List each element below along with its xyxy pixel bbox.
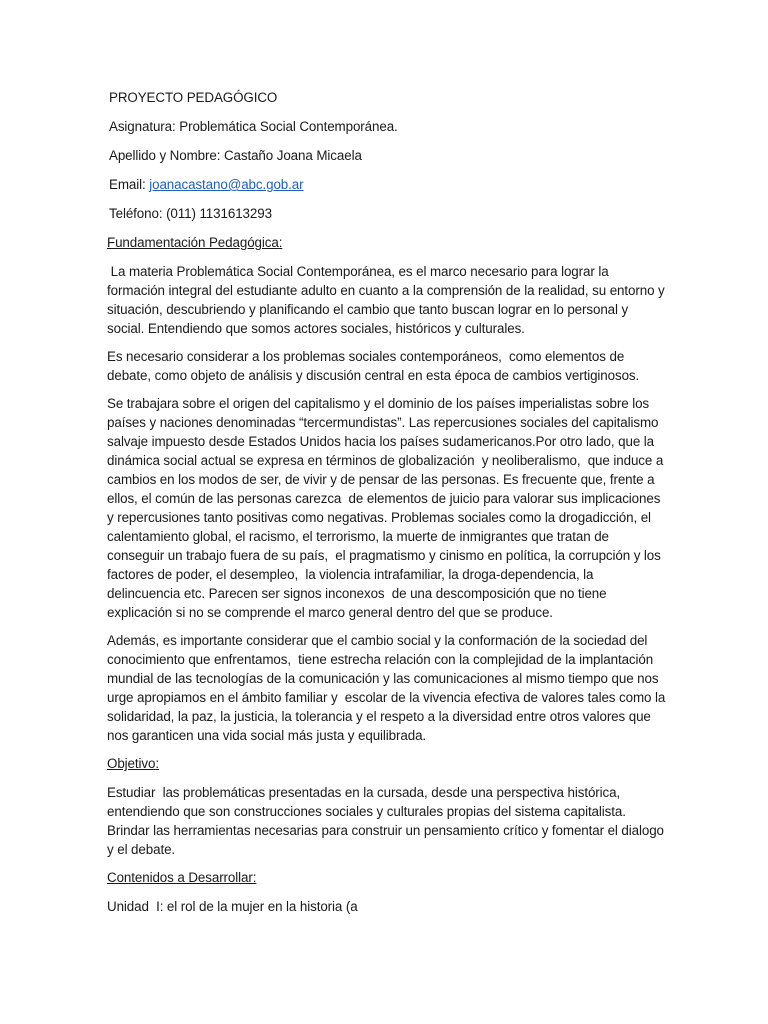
phone-line: Teléfono: (011) 1131613293 [109, 206, 272, 221]
objetivo-heading [107, 754, 667, 773]
contenidos-heading: Contenidos a Desarrollar: [107, 870, 257, 885]
subject-line: Asignatura: Problemática Social Contemporánea. [109, 119, 398, 134]
fundamentacion-paragraph-1: La materia Problemática Social Contemporánea, es el marco necesario para lograr la formación integral del estudiante adulto en cuanto a la comprensión de la realidad, su entorno y situación, descubriendo y planificando el cambio que tanto buscan lograr en lo personal y social. Entendiendo que somos actores sociales, históricos y culturales. [107, 264, 669, 336]
document-content [107, 88, 667, 926]
objetivo-colon: : [155, 756, 159, 771]
fundamentacion-paragraph-4: Además, es importante considerar que el cambio social y la conformación de la sociedad del conocimiento que enfrentamos, tiene estrecha relación con la complejidad de la implantación mundial de las tecnologías de la comunicación y las comunicaciones al mismo tiempo que nos urge apropiamos en el ámbito familiar y escolar de la vivencia efectiva de valores tales como la solidaridad, la paz, la justicia, la tolerancia y el respeto a la diversidad entre otros valores que nos garanticen una vida social más justa y equilibrada. [107, 633, 669, 743]
unit-1-line: Unidad I: el rol de la mujer en la historia (a [107, 899, 358, 914]
email-label: Email: [109, 177, 150, 192]
fundamentacion-title: Fundamentación Pedagógica [107, 235, 279, 250]
fundamentacion-colon: : [278, 235, 283, 250]
fundamentacion-heading [107, 233, 667, 252]
objetivo-title: Objetivo [107, 756, 156, 771]
fundamentacion-paragraph-3: Se trabajara sobre el origen del capitalismo y el dominio de los países imperialistas sobre los países y naciones denominadas “tercermundistas”. Las repercusiones sociales del capitalismo salvaje impuesto desde Estados Unidos hacia los países sudamericanos.Por otro lado, que la dinámica social actual se expresa en términos de globalización y neoliberalismo, que induce a cambios en los modos de ser, de vivir y de pensar de las personas. Es frecuente que, frente a ellos, el común de las personas carezca de elementos de juicio para valorar sus implicaciones y repercusiones tanto positivas como negativas. Problemas sociales como la drogadicción, el calentamiento global, el racismo, el terrorismo, la muerte de inmigrantes que tratan de conseguir un trabajo fuera de su país, el pragmatismo y cinismo en política, la corrupción y los factores de poder, el desempleo, la violencia intrafamiliar, la droga-dependencia, la delincuencia etc. Parecen ser signos inconexos de una descomposición que no tiene explicación si no se comprende el marco general dentro del que se produce. [107, 396, 667, 620]
document-title: PROYECTO PEDAGÓGICO [109, 90, 278, 105]
email-line [109, 175, 667, 194]
name-line: Apellido y Nombre: Castaño Joana Micaela [109, 148, 362, 163]
objetivo-paragraph: Estudiar las problemáticas presentadas en la cursada, desde una perspectiva histórica, entendiendo que son construcciones sociales y culturales propias del sistema capitalista. Brindar las herramientas necesarias para construir un pensamiento crítico y fomentar el dialogo y el debate. [107, 785, 668, 857]
fundamentacion-paragraph-2: Es necesario considerar a los problemas sociales contemporáneos, como elementos de debate, como objeto de análisis y discusión central en esta época de cambios vertiginosos. [107, 349, 640, 383]
email-link[interactable]: joanacastano@abc.gob.ar [149, 177, 304, 192]
